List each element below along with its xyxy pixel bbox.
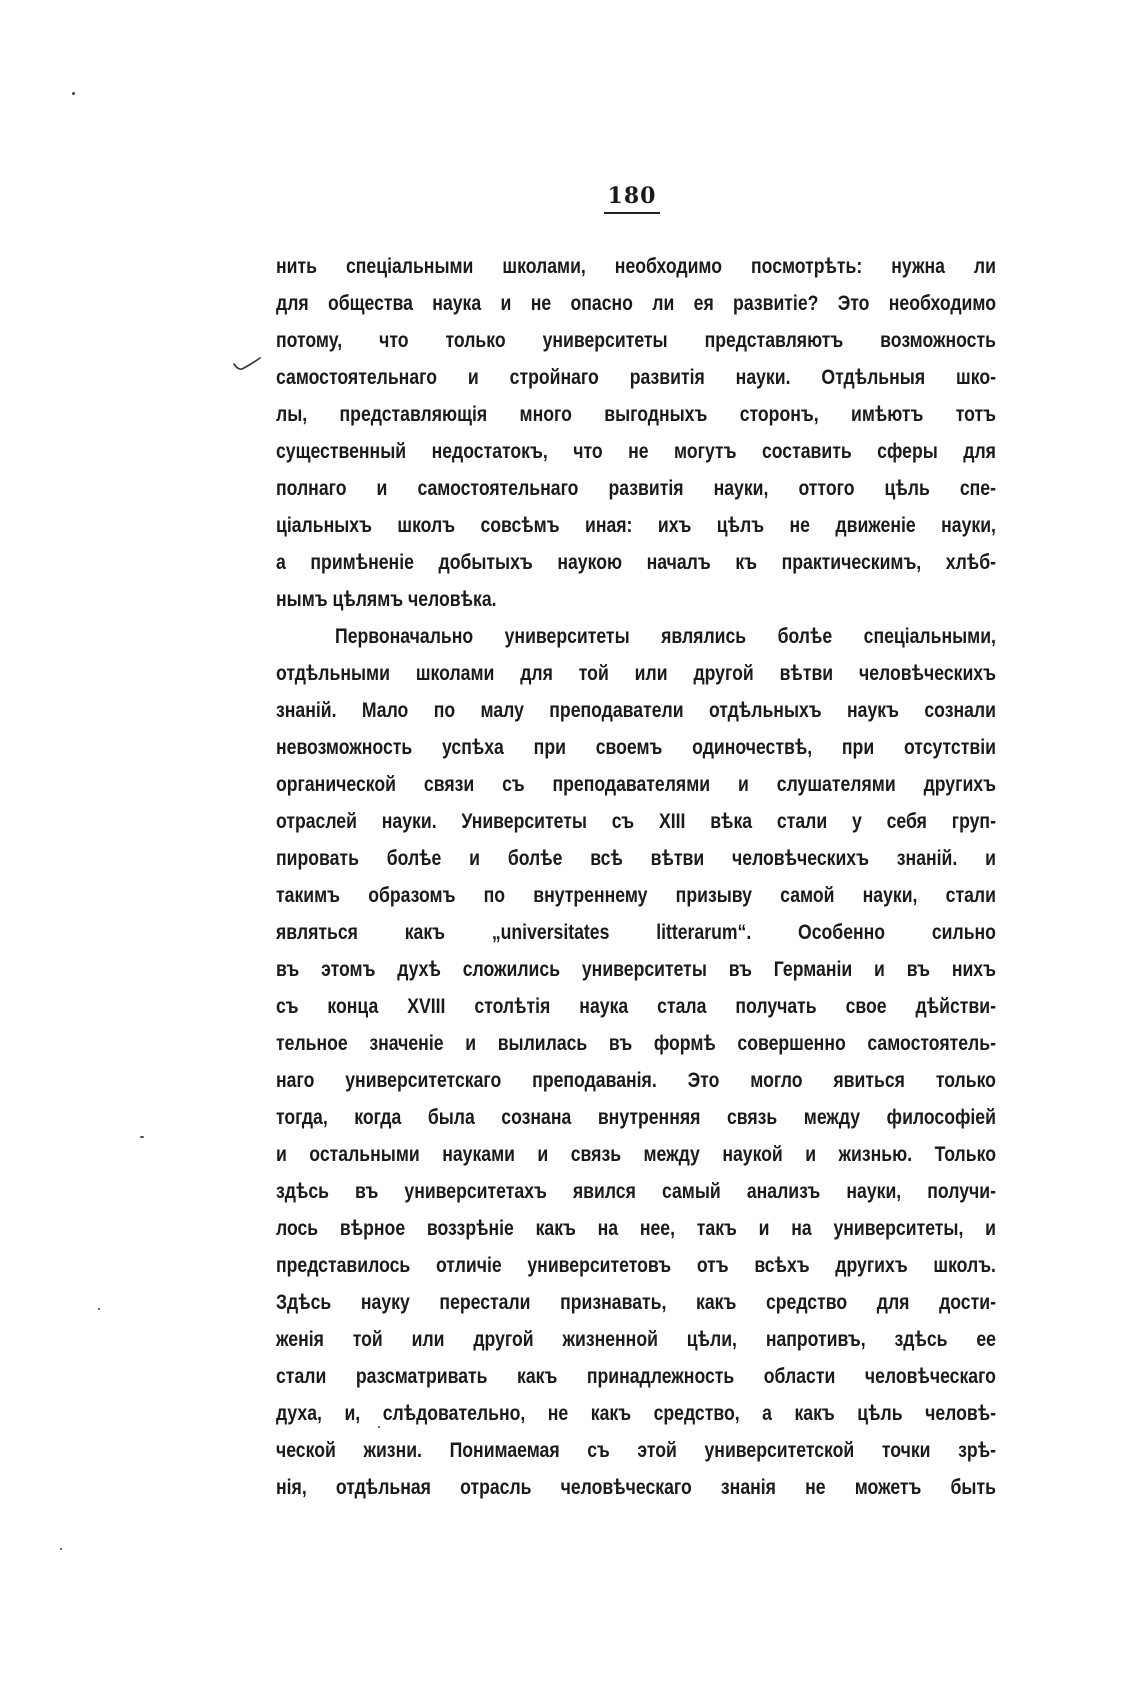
- text-line: тогда, когда была сознана внутренняя связь между философіей: [276, 1105, 996, 1129]
- text-line: представилось отличіе университетовъ отъ всѣхъ другихъ школъ.: [276, 1253, 996, 1277]
- page-number-underline: [604, 212, 660, 214]
- text-line: нымъ цѣлямъ человѣка.: [276, 587, 497, 611]
- text-line: существенный недостатокъ, что не могутъ составить сферы для: [276, 439, 996, 463]
- text-line: лы, представляющія много выгодныхъ сторонъ, имѣютъ тотъ: [276, 402, 996, 426]
- text-line: самостоятельнаго и стройнаго развитія науки. Отдѣльныя шко-: [276, 365, 996, 389]
- text-line: стали разсматривать какъ принадлежность области человѣческаго: [276, 1364, 996, 1388]
- text-line: знаній. Мало по малу преподаватели отдѣльныхъ наукъ сознали: [276, 698, 996, 722]
- body-text: [276, 248, 996, 1506]
- text-line: потому, что только университеты представляютъ возможность: [276, 328, 996, 352]
- text-line: органической связи съ преподавателями и слушателями другихъ: [276, 772, 996, 796]
- text-line: и остальными науками и связь между наукой и жизнью. Только: [276, 1142, 996, 1166]
- text-line: здѣсь въ университетахъ явился самый анализъ науки, получи-: [276, 1179, 996, 1203]
- text-line: для общества наука и не опасно ли ея развитіе? Это необходимо: [276, 291, 996, 315]
- paper-speck: [140, 1136, 144, 1138]
- text-line: полнаго и самостоятельнаго развитія науки, оттого цѣль спе-: [276, 476, 996, 500]
- paper-speck: [60, 1548, 62, 1550]
- page-number: 180: [607, 183, 657, 209]
- text-line: въ этомъ духѣ сложились университеты въ Германіи и въ нихъ: [276, 957, 996, 981]
- paper-speck: [72, 92, 75, 95]
- text-line: отраслей науки. Университеты съ XIII вѣка стали у себя груп-: [276, 809, 996, 833]
- margin-checkmark-icon: [232, 356, 262, 376]
- paragraph-start-line: [276, 618, 996, 655]
- text-line: лось вѣрное воззрѣніе какъ на нее, такъ и на университеты, и: [276, 1216, 996, 1240]
- text-line: тельное значеніе и вылилась въ формѣ совершенно самостоятель-: [276, 1031, 996, 1055]
- text-line: Первоначально университеты являлись болѣе спеціальными,: [335, 624, 996, 648]
- text-line: невозможность успѣха при своемъ одиночествѣ, при отсутствіи: [276, 735, 996, 759]
- text-line: такимъ образомъ по внутреннему призыву самой науки, стали: [276, 883, 996, 907]
- text-line: пировать болѣе и болѣе всѣ вѣтви человѣческихъ знаній. и: [276, 846, 996, 870]
- text-line: а примѣненіе добытыхъ наукою началъ къ практическимъ, хлѣб-: [276, 550, 996, 574]
- text-line: Здѣсь науку перестали признавать, какъ средство для дости-: [276, 1290, 996, 1314]
- text-line: духа, и, слѣдовательно, не какъ средство, а какъ цѣль человѣ-: [276, 1401, 996, 1425]
- text-line: нить спеціальными школами, необходимо посмотрѣть: нужна ли: [276, 254, 996, 278]
- text-line: женія той или другой жизненной цѣли, напротивъ, здѣсь ее: [276, 1327, 996, 1351]
- text-line: являться какъ „universitates litterarum“. Особенно сильно: [276, 920, 996, 944]
- text-line: ціальныхъ школъ совсѣмъ иная: ихъ цѣлъ не движеніе науки,: [276, 513, 996, 537]
- paper-speck: [98, 1308, 100, 1310]
- text-line: отдѣльными школами для той или другой вѣтви человѣческихъ: [276, 661, 996, 685]
- text-line: нія, отдѣльная отрасль человѣческаго знанія не можетъ быть: [276, 1475, 996, 1499]
- text-line: наго университетскаго преподаванія. Это могло явиться только: [276, 1068, 996, 1092]
- text-line: съ конца XVIII столѣтія наука стала получать свое дѣйстви-: [276, 994, 996, 1018]
- text-line: ческой жизни. Понимаемая съ этой университетской точки зрѣ-: [276, 1438, 996, 1462]
